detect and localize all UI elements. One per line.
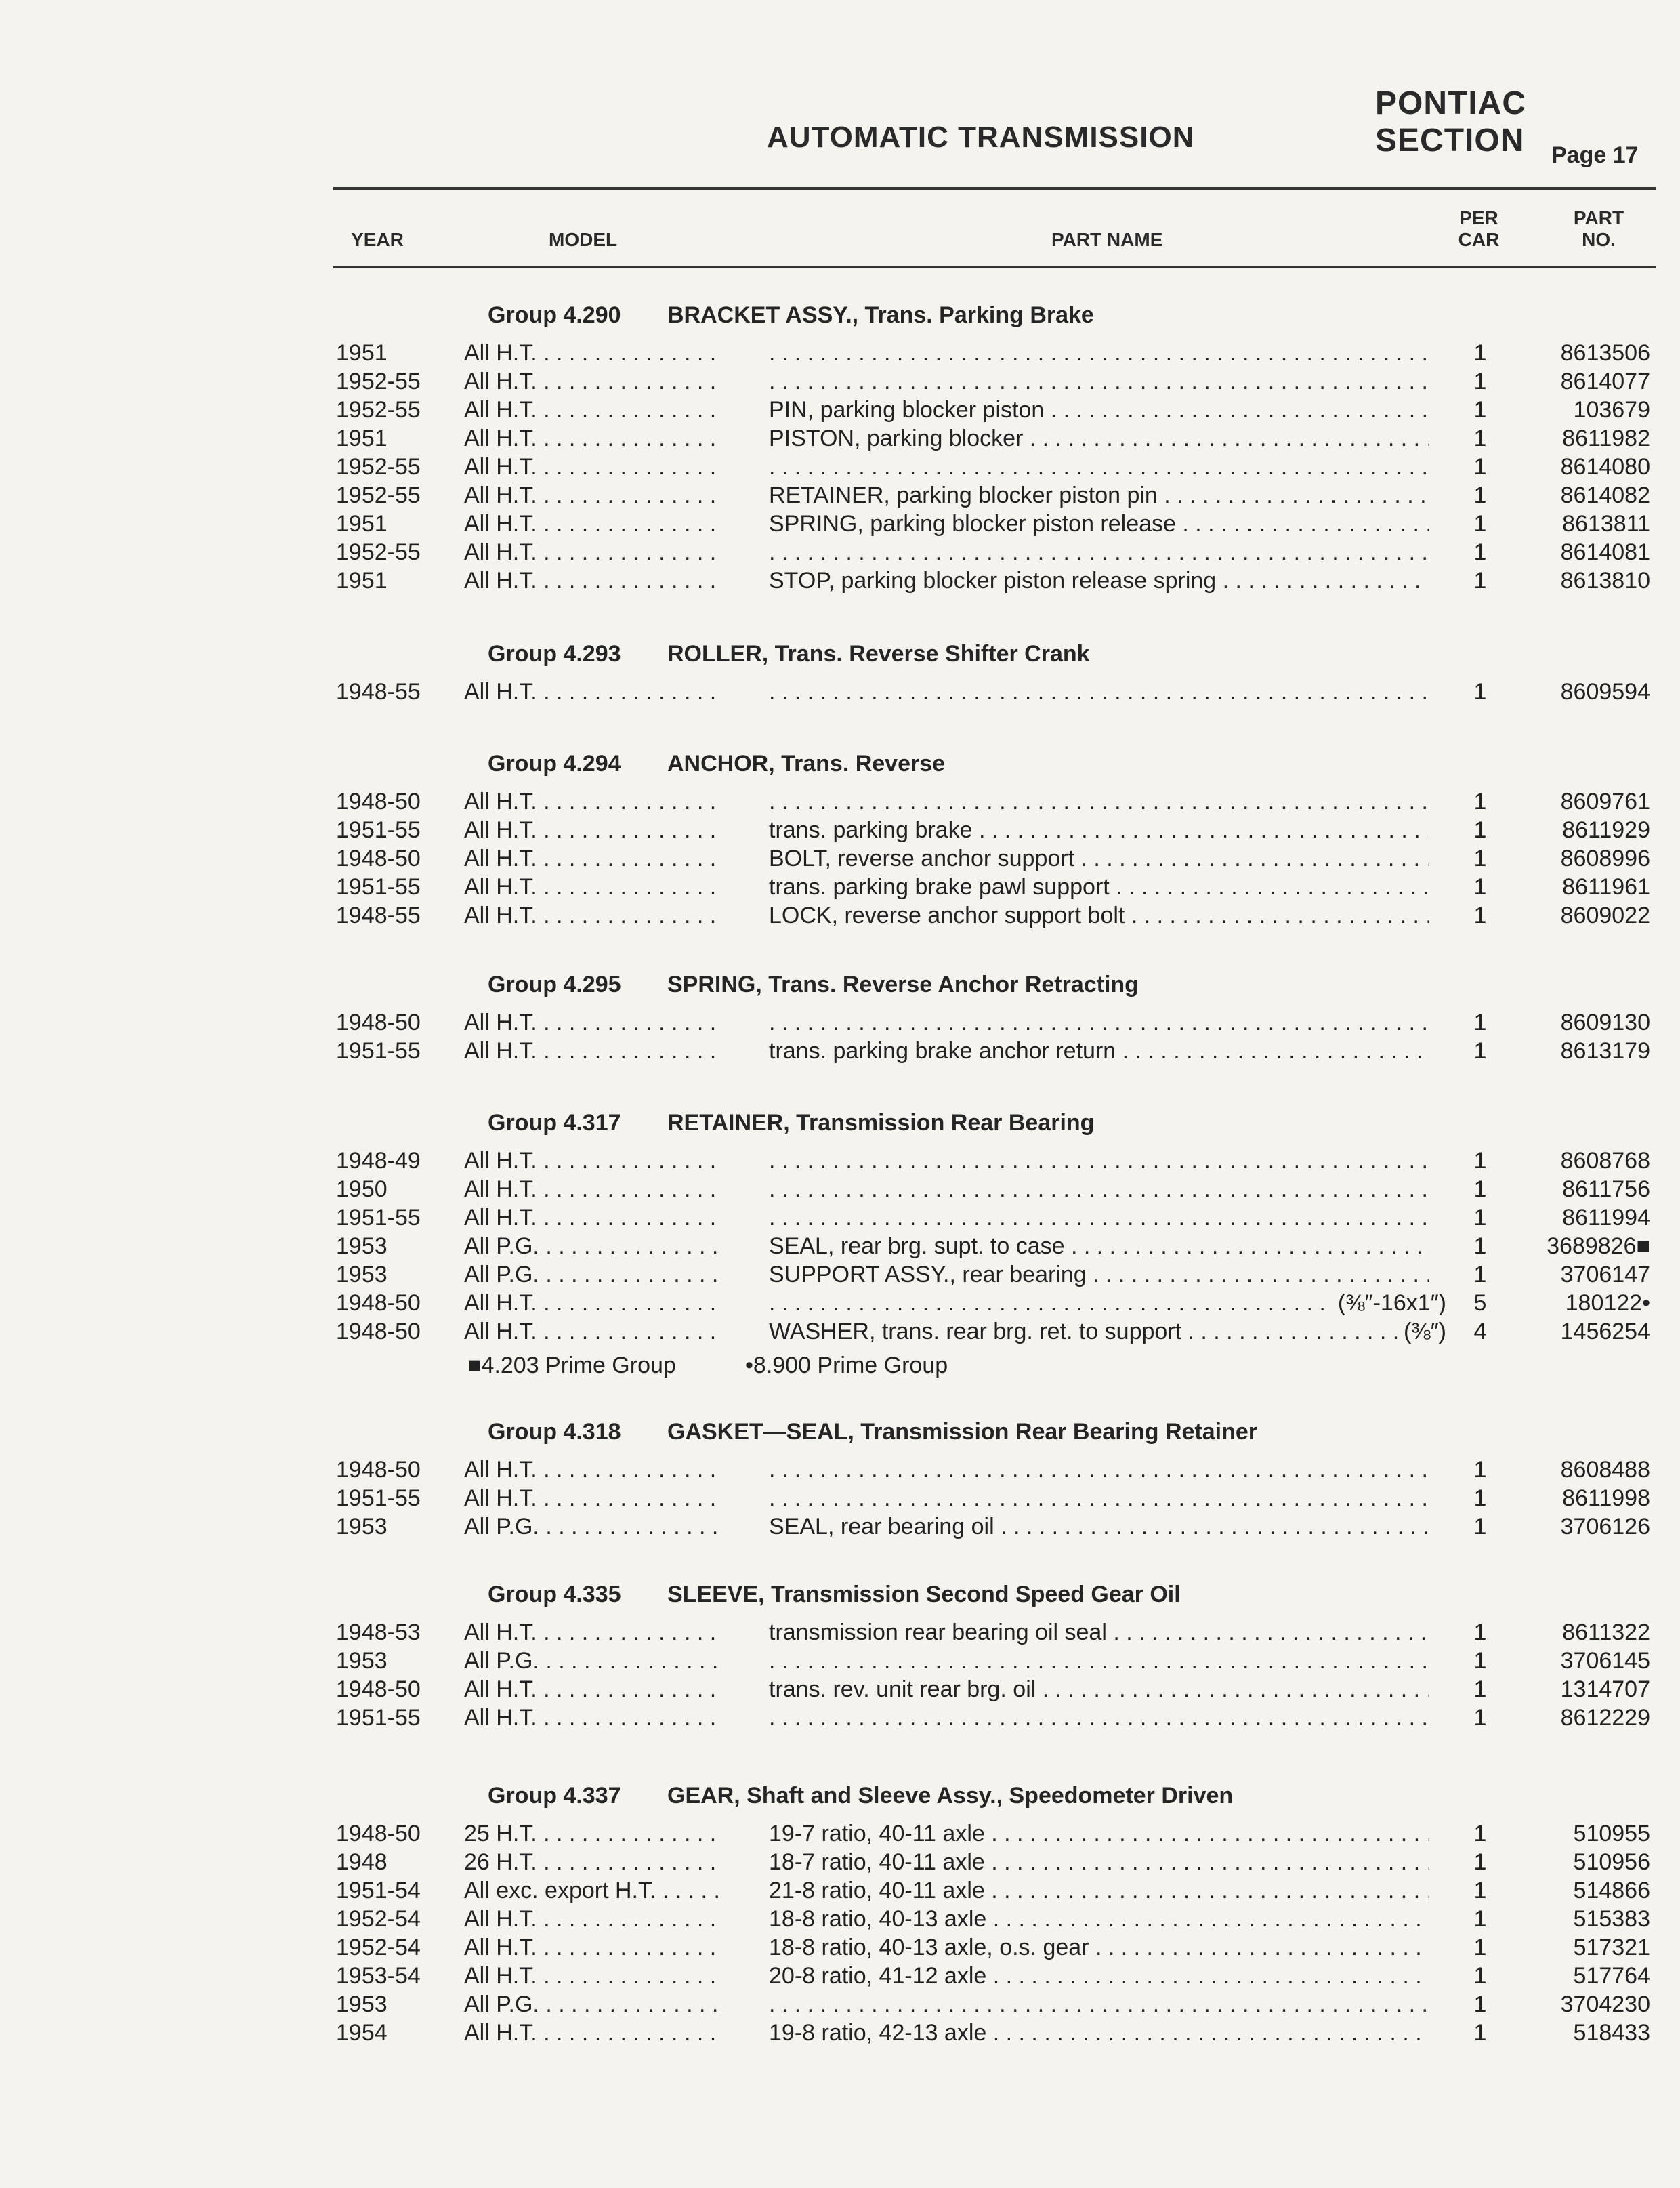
column-header-car: CAR xyxy=(1458,229,1500,250)
part-number-cell: 515383 xyxy=(1573,1906,1650,1932)
part-number-cell: 3704230 xyxy=(1560,1991,1650,2017)
top-rule xyxy=(333,187,1656,190)
per-car-cell: 1 xyxy=(1473,1906,1487,1932)
part-name-cell xyxy=(769,1203,1429,1232)
per-car-cell: 5 xyxy=(1473,1290,1487,1316)
year-cell: 1952-54 xyxy=(336,1906,421,1932)
part-name-cell xyxy=(769,1289,1429,1317)
model-cell: All P.G. . . . xyxy=(464,1512,721,1541)
part-number-cell: 8614080 xyxy=(1560,454,1650,480)
part-name-cell xyxy=(769,367,1429,396)
part-name-cell: transmission rear bearing oil seal . . . xyxy=(769,1618,1429,1647)
model-cell: All H.T. . . . xyxy=(464,873,721,901)
model-cell: All P.G. . . . xyxy=(464,1260,721,1289)
part-number-cell: 8608996 xyxy=(1560,846,1650,871)
table-row xyxy=(0,1618,1680,1647)
table-row xyxy=(0,678,1680,706)
per-car-cell: 1 xyxy=(1473,1705,1487,1731)
part-number-cell: 8613810 xyxy=(1560,568,1650,594)
model-cell: All H.T. . . . xyxy=(464,1289,721,1317)
year-cell: 1951-55 xyxy=(336,874,421,900)
group-rows xyxy=(0,339,1680,595)
year-cell: 1951-55 xyxy=(336,1485,421,1511)
per-car-cell: 1 xyxy=(1473,1176,1487,1202)
model-cell: All exc. export H.T. . . . xyxy=(464,1876,721,1905)
per-car-cell: 1 xyxy=(1473,2020,1487,2046)
part-name-cell xyxy=(769,538,1429,566)
model-cell: All H.T. . . . xyxy=(464,2019,721,2047)
column-header-part: PART xyxy=(1573,207,1624,228)
part-number-cell: 8609022 xyxy=(1560,903,1650,928)
model-cell: All H.T. . . . xyxy=(464,424,721,453)
part-number-cell: 8613811 xyxy=(1562,511,1650,537)
part-name-cell xyxy=(769,1704,1429,1732)
part-name-cell xyxy=(769,678,1429,706)
per-car-cell: 1 xyxy=(1473,1205,1487,1231)
per-car-cell: 1 xyxy=(1473,568,1487,594)
part-number-cell: 8611982 xyxy=(1562,426,1650,451)
year-cell: 1948-50 xyxy=(336,1821,421,1846)
page-number: Page 17 xyxy=(1551,142,1639,168)
part-number-cell: 8611929 xyxy=(1562,817,1650,843)
table-row xyxy=(0,1175,1680,1203)
part-name-cell: BOLT, reverse anchor support . . . xyxy=(769,844,1429,873)
per-car-cell: 1 xyxy=(1473,1963,1487,1989)
table-row xyxy=(0,901,1680,930)
per-car-cell: 1 xyxy=(1473,1010,1487,1035)
per-car-cell: 1 xyxy=(1473,482,1487,508)
table-row xyxy=(0,1647,1680,1675)
group-number: Group 4.295 xyxy=(488,972,621,997)
group-title: ROLLER, Trans. Reverse Shifter Crank xyxy=(667,641,1090,667)
column-header-year: YEAR xyxy=(351,229,404,250)
part-number-cell: 8614082 xyxy=(1560,482,1650,508)
group-title: SLEEVE, Transmission Second Speed Gear Oil xyxy=(667,1582,1181,1607)
year-cell: 1953 xyxy=(336,1648,387,1674)
part-name-cell: PISTON, parking blocker . . . xyxy=(769,424,1429,453)
per-car-cell: 1 xyxy=(1473,1233,1487,1259)
footnote: •8.900 Prime Group xyxy=(745,1353,948,1378)
footnote: ■4.203 Prime Group xyxy=(467,1353,676,1378)
year-cell: 1948-50 xyxy=(336,1319,421,1344)
year-cell: 1951 xyxy=(336,340,387,366)
per-car-cell: 1 xyxy=(1473,1619,1487,1645)
group-rows xyxy=(0,1147,1680,1346)
table-row xyxy=(0,1037,1680,1065)
table-row xyxy=(0,1990,1680,2019)
per-car-cell: 1 xyxy=(1473,874,1487,900)
model-cell: All H.T. . . . xyxy=(464,396,721,424)
model-cell: All H.T. . . . xyxy=(464,1147,721,1175)
part-name-cell xyxy=(769,1647,1429,1675)
part-name-cell xyxy=(769,787,1429,816)
part-name-cell: SPRING, parking blocker piston release . . . xyxy=(769,510,1429,538)
model-cell: 25 H.T. . . . xyxy=(464,1819,721,1848)
section-title: PONTIAC SECTION xyxy=(1375,85,1526,159)
table-row xyxy=(0,1232,1680,1260)
part-number-cell: 1456254 xyxy=(1560,1319,1650,1344)
year-cell: 1954 xyxy=(336,2020,387,2046)
part-name-cell xyxy=(769,1990,1429,2019)
per-car-cell: 1 xyxy=(1473,1878,1487,1903)
part-name-cell: trans. parking brake pawl support . . . xyxy=(769,873,1429,901)
group-number: Group 4.293 xyxy=(488,641,621,667)
group-number: Group 4.290 xyxy=(488,302,621,328)
part-number-cell: 8609594 xyxy=(1560,679,1650,705)
per-car-cell: 1 xyxy=(1473,369,1487,394)
group-title: ANCHOR, Trans. Reverse xyxy=(667,751,946,777)
year-cell: 1948-50 xyxy=(336,846,421,871)
column-header-per-car xyxy=(1442,207,1516,251)
table-row xyxy=(0,873,1680,901)
year-cell: 1951-55 xyxy=(336,1705,421,1731)
part-name-cell xyxy=(769,1147,1429,1175)
year-cell: 1951-54 xyxy=(336,1878,421,1903)
per-car-cell: 1 xyxy=(1473,1457,1487,1483)
year-cell: 1952-55 xyxy=(336,539,421,565)
model-cell: All H.T. . . . xyxy=(464,844,721,873)
part-name-cell: 21-8 ratio, 40-11 axle . . . xyxy=(769,1876,1429,1905)
model-cell: All P.G. . . . xyxy=(464,1990,721,2019)
per-car-cell: 1 xyxy=(1473,1935,1487,1960)
model-cell: All H.T. . . . xyxy=(464,1175,721,1203)
table-row xyxy=(0,424,1680,453)
part-name-cell xyxy=(769,1175,1429,1203)
size-cell: (⅜″-16x1″) xyxy=(1334,1289,1446,1317)
part-number-cell: 514866 xyxy=(1573,1878,1650,1903)
part-name-cell: SEAL, rear brg. supt. to case . . . xyxy=(769,1232,1429,1260)
part-name-cell: trans. parking brake anchor return . . . xyxy=(769,1037,1429,1065)
header-rule xyxy=(333,266,1656,268)
part-number-cell: 8611998 xyxy=(1562,1485,1650,1511)
part-number-cell: 8613506 xyxy=(1560,340,1650,366)
table-row xyxy=(0,1933,1680,1962)
column-header-no: NO. xyxy=(1582,229,1616,250)
model-cell: All H.T. . . . xyxy=(464,453,721,481)
per-car-cell: 1 xyxy=(1473,1648,1487,1674)
table-row xyxy=(0,1147,1680,1175)
table-row xyxy=(0,1876,1680,1905)
model-cell: All H.T. . . . xyxy=(464,1905,721,1933)
table-row xyxy=(0,481,1680,510)
part-number-cell: 517321 xyxy=(1573,1935,1650,1960)
part-number-cell: 3706126 xyxy=(1560,1514,1650,1540)
table-row xyxy=(0,816,1680,844)
column-header-per: PER xyxy=(1459,207,1498,228)
part-number-cell: 8609130 xyxy=(1560,1010,1650,1035)
table-row xyxy=(0,1512,1680,1541)
model-cell: All H.T. . . . xyxy=(464,339,721,367)
model-cell: All P.G. . . . xyxy=(464,1232,721,1260)
part-number-cell: 8611322 xyxy=(1562,1619,1650,1645)
model-cell: All H.T. . . . xyxy=(464,1962,721,1990)
model-cell: All H.T. . . . xyxy=(464,1037,721,1065)
model-cell: All H.T. . . . xyxy=(464,566,721,595)
group-rows xyxy=(0,1456,1680,1541)
part-number-cell: 8611756 xyxy=(1562,1176,1650,1202)
model-cell: All H.T. . . . xyxy=(464,538,721,566)
model-cell: All H.T. . . . xyxy=(464,1008,721,1037)
part-number-cell: 510955 xyxy=(1573,1821,1650,1846)
part-name-cell xyxy=(769,1484,1429,1512)
model-cell: All H.T. . . . xyxy=(464,1203,721,1232)
year-cell: 1948-50 xyxy=(336,1290,421,1316)
year-cell: 1951 xyxy=(336,511,387,537)
per-car-cell: 4 xyxy=(1473,1319,1487,1344)
part-number-cell: 3689826■ xyxy=(1547,1233,1650,1259)
table-row xyxy=(0,453,1680,481)
part-number-cell: 518433 xyxy=(1573,2020,1650,2046)
model-cell: All H.T. . . . xyxy=(464,1675,721,1704)
table-row xyxy=(0,844,1680,873)
part-name-cell: 18-8 ratio, 40-13 axle, o.s. gear . . . xyxy=(769,1933,1429,1962)
part-name-cell: 18-7 ratio, 40-11 axle . . . xyxy=(769,1848,1429,1876)
table-row xyxy=(0,538,1680,566)
part-name-cell: 20-8 ratio, 41-12 axle . . . xyxy=(769,1962,1429,1990)
model-cell: All H.T. . . . xyxy=(464,816,721,844)
size-cell: (⅜″) xyxy=(1400,1317,1446,1346)
group-number: Group 4.318 xyxy=(488,1419,621,1445)
table-row xyxy=(0,1484,1680,1512)
part-name-cell: trans. parking brake . . . xyxy=(769,816,1429,844)
year-cell: 1952-55 xyxy=(336,397,421,423)
page-title: AUTOMATIC TRANSMISSION xyxy=(767,121,1195,154)
column-header-part-name: PART NAME xyxy=(1051,229,1163,250)
per-car-cell: 1 xyxy=(1473,1514,1487,1540)
per-car-cell: 1 xyxy=(1473,846,1487,871)
model-cell: 26 H.T. . . . xyxy=(464,1848,721,1876)
part-name-cell: 19-7 ratio, 40-11 axle . . . xyxy=(769,1819,1429,1848)
part-number-cell: 8614081 xyxy=(1560,539,1650,565)
table-row xyxy=(0,510,1680,538)
part-number-cell: 103679 xyxy=(1573,397,1650,423)
part-number-cell: 8614077 xyxy=(1560,369,1650,394)
table-row xyxy=(0,1260,1680,1289)
group-title: BRACKET ASSY., Trans. Parking Brake xyxy=(667,302,1094,328)
model-cell: All H.T. . . . xyxy=(464,481,721,510)
part-number-cell: 180122• xyxy=(1565,1290,1650,1316)
part-number-cell: 3706147 xyxy=(1560,1262,1650,1287)
part-number-cell: 517764 xyxy=(1573,1963,1650,1989)
table-row xyxy=(0,566,1680,595)
year-cell: 1953-54 xyxy=(336,1963,421,1989)
group-number: Group 4.337 xyxy=(488,1783,621,1809)
per-car-cell: 1 xyxy=(1473,1991,1487,2017)
table-row xyxy=(0,1008,1680,1037)
year-cell: 1948-50 xyxy=(336,1457,421,1483)
model-cell: All H.T. . . . xyxy=(464,510,721,538)
per-car-cell: 1 xyxy=(1473,397,1487,423)
table-row xyxy=(0,787,1680,816)
per-car-cell: 1 xyxy=(1473,817,1487,843)
part-name-cell: LOCK, reverse anchor support bolt . . . xyxy=(769,901,1429,930)
model-cell: All H.T. . . . xyxy=(464,787,721,816)
model-cell: All H.T. . . . xyxy=(464,1317,721,1346)
part-name-cell: 19-8 ratio, 42-13 axle . . . xyxy=(769,2019,1429,2047)
part-name-cell xyxy=(769,453,1429,481)
per-car-cell: 1 xyxy=(1473,539,1487,565)
table-row xyxy=(0,1905,1680,1933)
per-car-cell: 1 xyxy=(1473,679,1487,705)
table-row xyxy=(0,1962,1680,1990)
table-row xyxy=(0,2019,1680,2047)
per-car-cell: 1 xyxy=(1473,454,1487,480)
year-cell: 1952-54 xyxy=(336,1935,421,1960)
group-title: SPRING, Trans. Reverse Anchor Retracting xyxy=(667,972,1139,997)
part-name-cell: SEAL, rear bearing oil . . . xyxy=(769,1512,1429,1541)
per-car-cell: 1 xyxy=(1473,903,1487,928)
year-cell: 1952-55 xyxy=(336,369,421,394)
part-name-cell: trans. rev. unit rear brg. oil . . . xyxy=(769,1675,1429,1704)
group-number: Group 4.335 xyxy=(488,1582,621,1607)
part-number-cell: 8611994 xyxy=(1562,1205,1650,1231)
per-car-cell: 1 xyxy=(1473,1849,1487,1875)
group-title: GEAR, Shaft and Sleeve Assy., Speedometer Driven xyxy=(667,1783,1234,1809)
per-car-cell: 1 xyxy=(1473,1676,1487,1702)
table-row xyxy=(0,1819,1680,1848)
year-cell: 1948-50 xyxy=(336,1676,421,1702)
part-number-cell: 8608768 xyxy=(1560,1148,1650,1174)
part-name-cell: SUPPORT ASSY., rear bearing . . . xyxy=(769,1260,1429,1289)
group-number: Group 4.317 xyxy=(488,1110,621,1136)
table-row xyxy=(0,1848,1680,1876)
part-name-cell xyxy=(769,1008,1429,1037)
part-number-cell: 8608488 xyxy=(1560,1457,1650,1483)
year-cell: 1953 xyxy=(336,1233,387,1259)
year-cell: 1953 xyxy=(336,1514,387,1540)
year-cell: 1950 xyxy=(336,1176,387,1202)
part-number-cell: 510956 xyxy=(1573,1849,1650,1875)
part-number-cell: 8611961 xyxy=(1562,874,1650,900)
model-cell: All H.T. . . . xyxy=(464,367,721,396)
part-name-cell: PIN, parking blocker piston . . . xyxy=(769,396,1429,424)
table-row xyxy=(0,1289,1680,1317)
group-rows xyxy=(0,1008,1680,1065)
model-cell: All H.T. . . . xyxy=(464,1933,721,1962)
per-car-cell: 1 xyxy=(1473,426,1487,451)
column-header-model: MODEL xyxy=(549,229,618,250)
model-cell: All H.T. . . . xyxy=(464,1704,721,1732)
group-number: Group 4.294 xyxy=(488,751,621,777)
year-cell: 1948-53 xyxy=(336,1619,421,1645)
year-cell: 1953 xyxy=(336,1991,387,2017)
year-cell: 1951-55 xyxy=(336,1038,421,1064)
year-cell: 1948-55 xyxy=(336,679,421,705)
table-row xyxy=(0,339,1680,367)
part-number-cell: 8612229 xyxy=(1560,1705,1650,1731)
model-cell: All H.T. . . . xyxy=(464,678,721,706)
table-row xyxy=(0,1317,1680,1346)
part-name-cell: 18-8 ratio, 40-13 axle . . . xyxy=(769,1905,1429,1933)
group-title: GASKET—SEAL, Transmission Rear Bearing Retainer xyxy=(667,1419,1258,1445)
column-header-part-no xyxy=(1558,207,1639,251)
year-cell: 1948-50 xyxy=(336,789,421,814)
part-name-cell xyxy=(769,339,1429,367)
table-row xyxy=(0,1675,1680,1704)
part-number-cell: 8613179 xyxy=(1560,1038,1650,1064)
part-number-cell: 8609761 xyxy=(1560,789,1650,814)
year-cell: 1952-55 xyxy=(336,482,421,508)
group-rows xyxy=(0,1618,1680,1732)
part-name-cell: RETAINER, parking blocker piston pin . . . xyxy=(769,481,1429,510)
per-car-cell: 1 xyxy=(1473,511,1487,537)
per-car-cell: 1 xyxy=(1473,789,1487,814)
part-number-cell: 1314707 xyxy=(1560,1676,1650,1702)
table-row xyxy=(0,1456,1680,1484)
model-cell: All H.T. . . . xyxy=(464,1456,721,1484)
part-name-cell xyxy=(769,1456,1429,1484)
per-car-cell: 1 xyxy=(1473,1821,1487,1846)
model-cell: All H.T. . . . xyxy=(464,1484,721,1512)
part-name-cell: STOP, parking blocker piston release spring . . . xyxy=(769,566,1429,595)
year-cell: 1952-55 xyxy=(336,454,421,480)
year-cell: 1951 xyxy=(336,426,387,451)
per-car-cell: 1 xyxy=(1473,1262,1487,1287)
part-number-cell: 3706145 xyxy=(1560,1648,1650,1674)
table-row xyxy=(0,396,1680,424)
year-cell: 1948-49 xyxy=(336,1148,421,1174)
group-rows xyxy=(0,678,1680,706)
table-row xyxy=(0,367,1680,396)
part-name-cell: WASHER, trans. rear brg. ret. to support . . . xyxy=(769,1317,1429,1346)
group-rows xyxy=(0,1819,1680,2047)
year-cell: 1948 xyxy=(336,1849,387,1875)
year-cell: 1948-55 xyxy=(336,903,421,928)
year-cell: 1951 xyxy=(336,568,387,594)
per-car-cell: 1 xyxy=(1473,1038,1487,1064)
year-cell: 1951-55 xyxy=(336,817,421,843)
table-row xyxy=(0,1704,1680,1732)
year-cell: 1951-55 xyxy=(336,1205,421,1231)
table-row xyxy=(0,1203,1680,1232)
model-cell: All H.T. . . . xyxy=(464,1618,721,1647)
year-cell: 1948-50 xyxy=(336,1010,421,1035)
model-cell: All H.T. . . . xyxy=(464,901,721,930)
group-rows xyxy=(0,787,1680,930)
group-title: RETAINER, Transmission Rear Bearing xyxy=(667,1110,1095,1136)
per-car-cell: 1 xyxy=(1473,1148,1487,1174)
model-cell: All P.G. . . . xyxy=(464,1647,721,1675)
group-footnotes xyxy=(0,1351,1680,1380)
per-car-cell: 1 xyxy=(1473,340,1487,366)
per-car-cell: 1 xyxy=(1473,1485,1487,1511)
year-cell: 1953 xyxy=(336,1262,387,1287)
